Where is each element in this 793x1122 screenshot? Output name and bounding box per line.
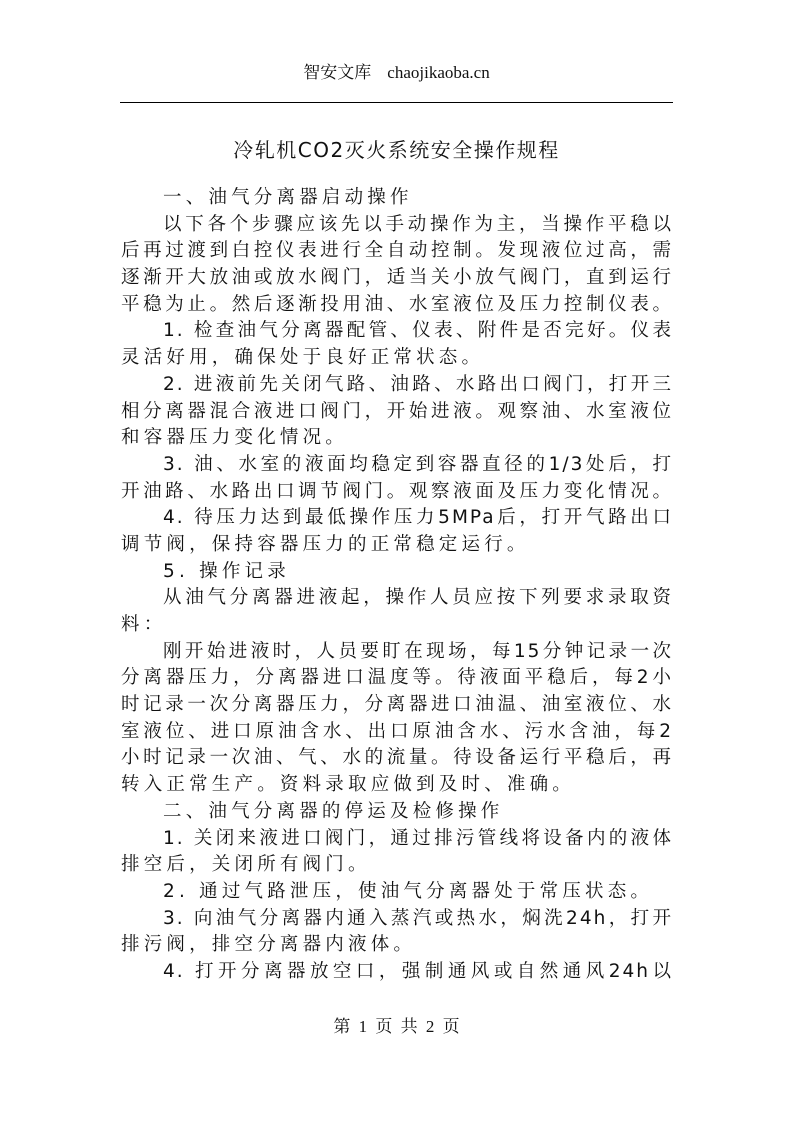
text-line: 以下各个步骤应该先以手动操作为主，当操作平稳以 <box>163 213 673 235</box>
text-line: 1. 关闭来液进口阀门，通过排污管线将设备内的液体 <box>163 827 673 849</box>
text-line: 4. 打开分离器放空口，强制通风或自然通风24h以 <box>163 960 673 982</box>
text-line: 从油气分离器进液起，操作人员应按下列要求录取资 <box>163 587 673 609</box>
text-line: 2. 进液前先关闭气路、油路、水路出口阀门，打开三 <box>163 373 673 395</box>
text-line: 相分离器混合液进口阀门，开始进液。观察油、水室液位 <box>121 400 673 422</box>
text-line: 转入正常生产。资料录取应做到及时、准确。 <box>121 774 576 796</box>
text-line: 4. 待压力达到最低操作压力5MPa后，打开气路出口 <box>163 507 673 529</box>
text-line: 和容器压力变化情况。 <box>121 427 349 449</box>
text-line: 时记录一次分离器压力，分离器进口油温、油室液位、水 <box>121 694 673 716</box>
text-line: 排污阀，排空分离器内液体。 <box>121 934 417 956</box>
text-line: 料： <box>121 614 167 635</box>
page-footer: 第 1 页 共 2 页 <box>333 1017 460 1036</box>
text-line: 分离器压力，分离器进口温度等。待液面平稳后，每2小 <box>121 667 673 689</box>
header-site: chaojikaoba.cn <box>387 63 490 82</box>
text-line: 1. 检查油气分离器配管、仪表、附件是否完好。仪表 <box>163 320 673 342</box>
text-line: 后再过渡到白控仪表进行全自动控制。发现液位过高，需 <box>121 240 673 262</box>
text-line: 排空后，关闭所有阀门。 <box>121 854 371 876</box>
text-line: 平稳为止。然后逐渐投用油、水室液位及压力控制仪表。 <box>121 293 673 315</box>
document-title: 冷轧机CO2灭火系统安全操作规程 <box>233 138 560 162</box>
text-line: 二、油气分离器的停运及检修操作 <box>163 800 504 822</box>
text-line: 5. 操作记录 <box>163 560 290 582</box>
text-line: 灵活好用，确保处于良好正常状态。 <box>121 347 485 369</box>
text-line: 3. 油、水室的液面均稳定到容器直径的1/3处后，打 <box>163 453 673 475</box>
text-line: 室液位、进口原油含水、出口原油含水、污水含油，每2 <box>121 720 673 742</box>
text-line: 刚开始进液时，人员要盯在现场，每15分钟记录一次 <box>163 640 673 662</box>
header-divider <box>120 102 673 103</box>
text-line: 逐渐开大放油或放水阀门，适当关小放气阀门，直到运行 <box>121 267 673 289</box>
page-header <box>0 58 793 83</box>
text-line: 调节阀，保持容器压力的正常稳定运行。 <box>121 533 530 555</box>
header-brand: 智安文库 <box>303 63 372 82</box>
text-line: 3. 向油气分离器内通入蒸汽或热水，焖洗24h，打开 <box>163 907 673 929</box>
text-line: 2. 通过气路泄压，使油气分离器处于常压状态。 <box>163 880 654 902</box>
text-line: 小时记录一次油、气、水的流量。待设备运行平稳后，再 <box>121 747 673 769</box>
text-line: 开油路、水路出口调节阀门。观察液面及压力变化情况。 <box>121 480 673 502</box>
document-body <box>121 185 673 986</box>
text-line: 一、油气分离器启动操作 <box>163 187 413 208</box>
